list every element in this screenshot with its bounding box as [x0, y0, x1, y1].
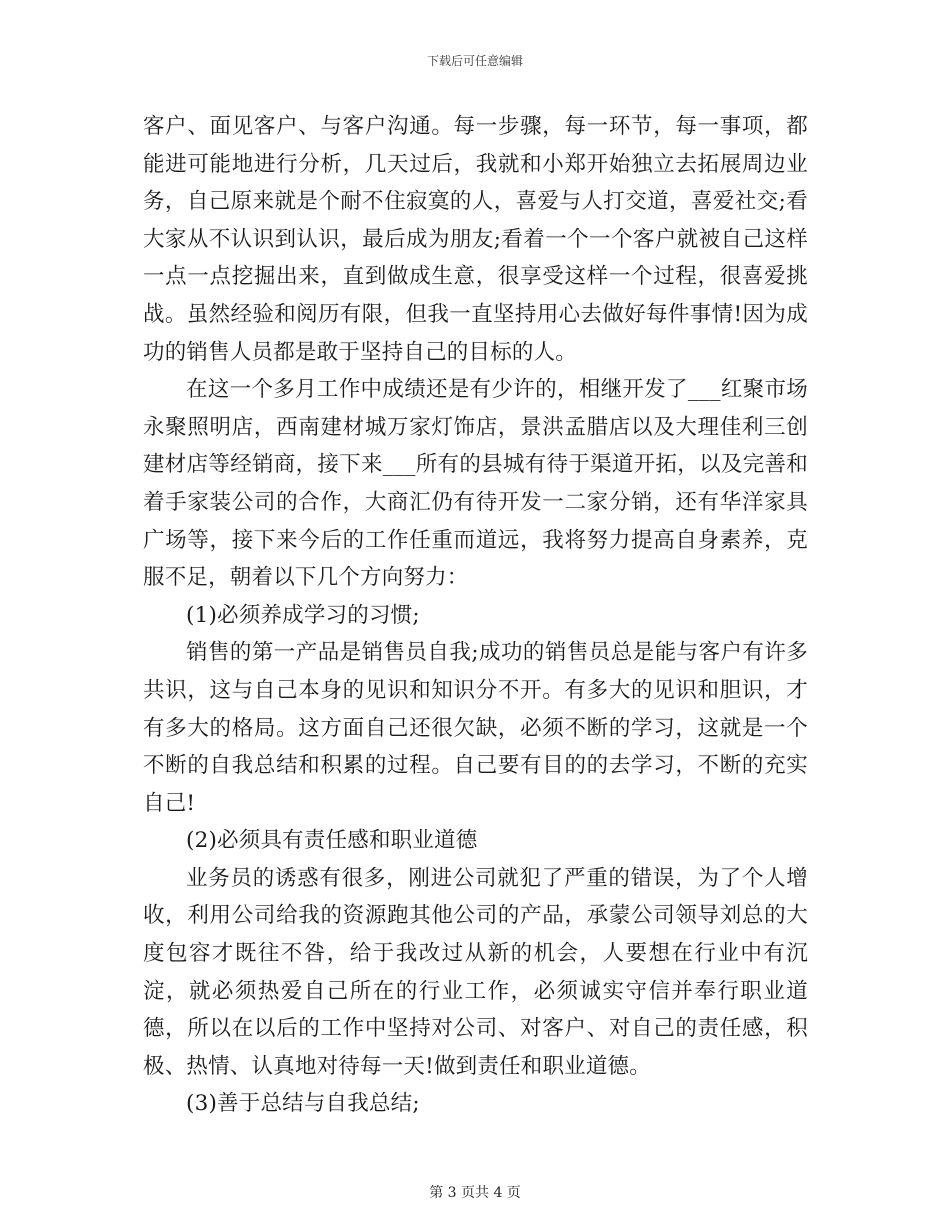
list-heading: (1)必须养成学习的习惯; — [186, 602, 420, 628]
document-body — [143, 108, 808, 1123]
page-header: 下载后可任意编辑 — [426, 54, 523, 68]
paragraph: 在这一个多月工作中成绩还是有少许的，相继开发了___红聚市场永聚照明店，西南建材城万家灯饰店，景洪孟腊店以及大理佳利三创建材店等经销商，接下来___所有的县城有待于渠道开拓，以及完善和着手家装公司的合作，大商汇仍有待开发一二家分销，还有华洋家具广场等，接下来今后的工作任重而道远，我将努力提高自身素养，克服不足，朝着以下几个方向努力： — [143, 377, 808, 591]
paragraph: 客户、面见客户、与客户沟通。每一步骤，每一环节，每一事项，都能进可能地进行分析，几天过后，我就和小郑开始独立去拓展周边业务，自己原来就是个耐不住寂寞的人，喜爱与人打交道，喜爱社交;看大家从不认识到认识，最后成为朋友;看着一个一个客户就被自己这样一点一点挖掘出来，直到做成生意，很享受这样一个过程，很喜爱挑战。虽然经验和阅历有限，但我一直坚持用心去做好每件事情!因为成功的销售人员都是敢于坚持自己的目标的人。 — [143, 114, 808, 365]
paragraph: 销售的第一产品是销售员自我;成功的销售员总是能与客户有许多共识，这与自己本身的见识和知识分不开。有多大的见识和胆识，才有多大的格局。这方面自己还很欠缺，必须不断的学习，这就是一个不断的自我总结和积累的过程。自己要有目的的去学习，不断的充实自己! — [143, 640, 808, 816]
paragraph: 业务员的诱惑有很多，刚进公司就犯了严重的错误，为了个人增收，利用公司给我的资源跑其他公司的产品，承蒙公司领导刘总的大度包容才既往不咎，给于我改过从新的机会，人要想在行业中有沉淀，就必须热爱自己所在的行业工作，必须诚实守信并奉行职业道德，所以在以后的工作中坚持对公司、对客户、对自己的责任感，积极、热情、认真地对待每一天!做到责任和职业道德。 — [143, 865, 808, 1079]
list-heading: (2)必须具有责任感和职业道德 — [186, 828, 478, 854]
list-heading: (3)善于总结与自我总结; — [186, 1091, 420, 1117]
page-number: 第 3 页共 4 页 — [429, 1185, 521, 1201]
